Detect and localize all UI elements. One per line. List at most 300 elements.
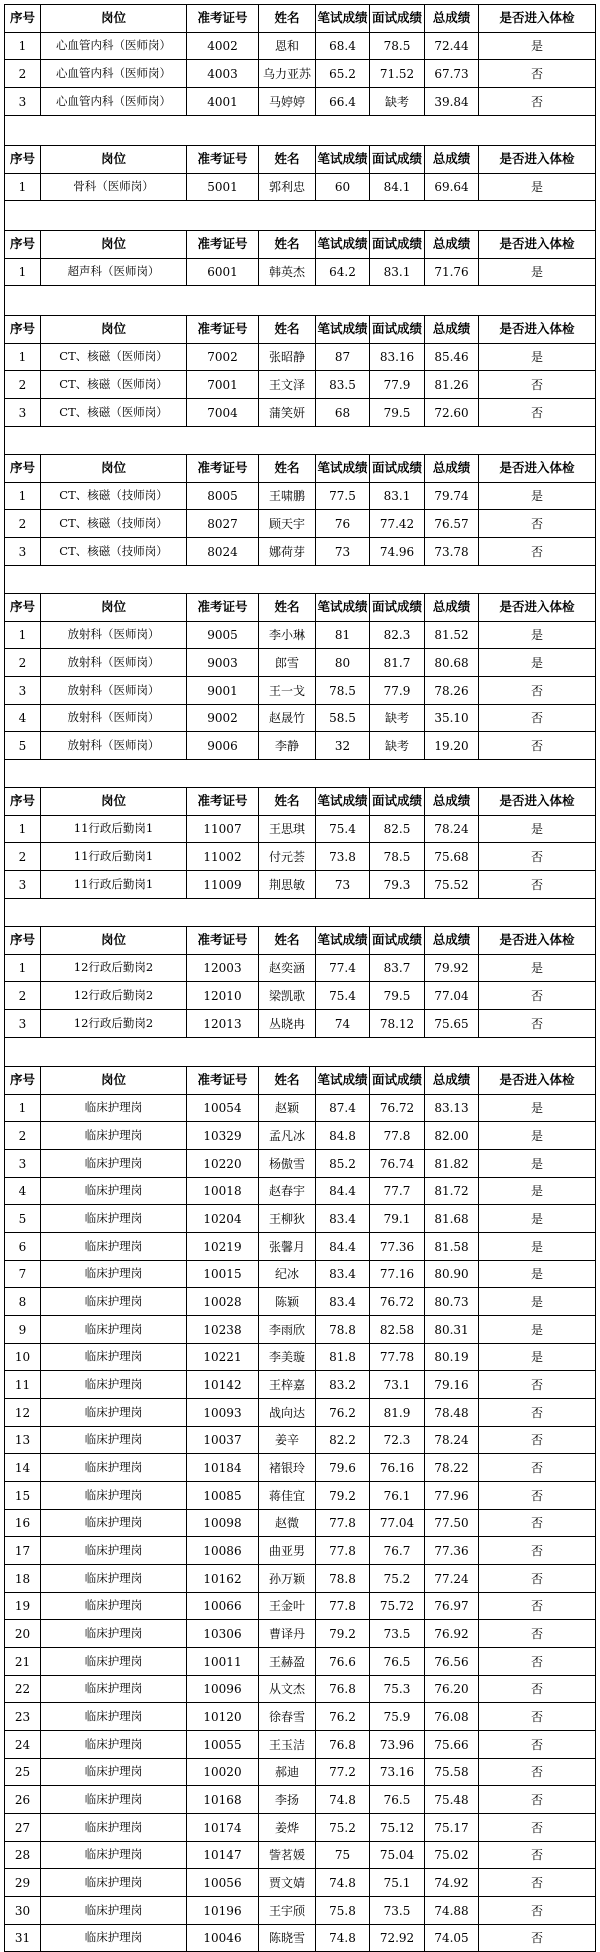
header-name: 姓名 (274, 151, 300, 167)
cell-interview-score: 71.52 (379, 66, 415, 81)
cell-name: 从文杰 (268, 1682, 305, 1696)
table-column-rule (595, 787, 596, 899)
cell-seq: 22 (14, 1682, 31, 1696)
header-name: 姓名 (274, 599, 300, 615)
cell-seq: 1 (18, 489, 27, 503)
cell-name: 荆思敏 (268, 877, 305, 892)
table-column-rule (595, 454, 596, 566)
cell-post: 临床护理岗 (84, 1432, 143, 1447)
cell-total-score: 73.78 (434, 544, 469, 559)
cell-interview-score: 75.2 (383, 1571, 411, 1586)
cell-written-score: 76 (334, 516, 351, 531)
cell-physical-exam: 否 (530, 544, 543, 559)
cell-interview-score: 83.1 (383, 489, 411, 503)
header-seq: 序号 (9, 599, 35, 615)
header-post: 岗位 (100, 599, 126, 615)
header-total-score: 总成绩 (432, 321, 471, 337)
header-physical-exam: 是否进入体检 (499, 599, 575, 615)
cell-name: 付元荟 (268, 849, 305, 864)
cell-total-score: 77.24 (434, 1571, 469, 1586)
header-physical-exam: 是否进入体检 (499, 236, 575, 252)
cell-physical-exam: 是 (530, 489, 543, 503)
cell-post: 放射科（医师岗） (67, 654, 160, 669)
cell-interview-score: 79.5 (383, 988, 411, 1003)
cell-written-score: 85.2 (329, 1156, 356, 1171)
cell-physical-exam: 否 (530, 405, 543, 420)
cell-exam-no: 9002 (207, 711, 238, 725)
cell-post: CT、核磁（医师岗） (59, 376, 168, 391)
header-exam-no: 准考证号 (197, 321, 248, 337)
cell-physical-exam: 否 (530, 94, 543, 109)
header-exam-no: 准考证号 (197, 793, 248, 809)
cell-post: 临床护理岗 (84, 1847, 143, 1862)
cell-seq: 2 (18, 655, 27, 670)
cell-name: 陈颖 (274, 1294, 299, 1309)
cell-total-score: 78.48 (434, 1405, 469, 1420)
cell-post: 临床护理岗 (84, 1376, 143, 1391)
cell-total-score: 76.97 (434, 1599, 469, 1613)
spacer-border (4, 757, 5, 788)
cell-name: 郭利忠 (268, 180, 305, 194)
cell-interview-score: 75.04 (379, 1848, 415, 1862)
cell-post: 临床护理岗 (84, 1874, 143, 1889)
cell-interview-score: 78.12 (379, 1016, 415, 1031)
cell-seq: 31 (14, 1931, 31, 1945)
cell-written-score: 74 (334, 1016, 351, 1031)
cell-written-score: 82.2 (329, 1433, 356, 1447)
cell-written-score: 80 (334, 655, 351, 670)
cell-name: 赵晟竹 (268, 711, 305, 725)
table-column-rule (595, 926, 596, 1038)
cell-total-score: 76.56 (434, 1654, 469, 1669)
cell-total-score: 77.36 (434, 1543, 469, 1558)
cell-total-score: 78.24 (434, 1433, 469, 1447)
cell-written-score: 84.4 (329, 1184, 356, 1198)
cell-written-score: 74.8 (329, 1931, 356, 1945)
cell-name: 恩和 (274, 39, 299, 53)
cell-post: 临床护理岗 (84, 1764, 143, 1779)
cell-exam-no: 9005 (207, 628, 238, 642)
cell-exam-no: 10066 (203, 1599, 242, 1613)
cell-physical-exam: 否 (530, 1599, 543, 1613)
cell-physical-exam: 否 (530, 1460, 543, 1475)
cell-total-score: 77.04 (434, 988, 469, 1003)
cell-physical-exam: 否 (530, 1433, 543, 1447)
cell-written-score: 79.2 (329, 1488, 356, 1503)
cell-physical-exam: 否 (530, 1875, 543, 1890)
cell-interview-score: 75.12 (379, 1820, 415, 1835)
cell-post: 临床护理岗 (84, 1653, 143, 1668)
spacer-border (595, 115, 596, 146)
cell-exam-no: 10306 (203, 1626, 242, 1641)
cell-physical-exam: 否 (530, 1543, 543, 1558)
cell-interview-score: 73.96 (379, 1737, 415, 1752)
cell-seq: 29 (14, 1875, 31, 1890)
cell-exam-no: 11007 (203, 822, 242, 836)
cell-exam-no: 10085 (203, 1488, 242, 1503)
table-column-rule (595, 145, 596, 201)
cell-total-score: 75.17 (434, 1820, 469, 1835)
cell-physical-exam: 是 (530, 265, 543, 279)
cell-post: 临床护理岗 (84, 1570, 143, 1585)
cell-seq: 7 (18, 1267, 27, 1281)
cell-interview-score: 77.36 (379, 1239, 415, 1254)
header-written-score: 笔试成绩 (317, 1072, 368, 1088)
cell-physical-exam: 是 (530, 1239, 543, 1254)
cell-name: 曹译丹 (268, 1626, 305, 1641)
cell-post: 临床护理岗 (84, 1819, 143, 1834)
cell-seq: 19 (14, 1599, 31, 1613)
cell-total-score: 35.10 (434, 711, 469, 725)
header-written-score: 笔试成绩 (317, 793, 368, 809)
cell-exam-no: 9006 (207, 738, 238, 753)
cell-name: 王柳狄 (268, 1211, 305, 1226)
cell-post: 临床护理岗 (84, 1902, 143, 1917)
cell-name: 马婷婷 (268, 94, 305, 109)
cell-name: 蒲笑妍 (268, 405, 305, 420)
cell-interview-score: 73.16 (379, 1765, 415, 1779)
cell-physical-exam: 否 (530, 1820, 543, 1835)
cell-physical-exam: 否 (530, 1792, 543, 1807)
cell-total-score: 80.73 (434, 1294, 469, 1309)
cell-written-score: 81 (334, 628, 351, 642)
cell-total-score: 74.92 (434, 1875, 469, 1890)
table-rule (4, 898, 596, 899)
header-interview-score: 面试成绩 (371, 460, 422, 476)
table-column-rule (595, 1066, 596, 1952)
cell-written-score: 75.8 (329, 1903, 356, 1918)
cell-exam-no: 10204 (203, 1211, 242, 1226)
cell-name: 赵颖 (274, 1101, 299, 1115)
cell-name: 曲亚男 (268, 1543, 305, 1558)
cell-written-score: 76.8 (329, 1737, 356, 1752)
cell-seq: 2 (18, 849, 27, 864)
cell-exam-no: 10093 (203, 1405, 242, 1420)
cell-physical-exam: 否 (530, 377, 543, 392)
cell-physical-exam: 是 (530, 1211, 543, 1226)
cell-post: 临床护理岗 (84, 1404, 143, 1419)
header-written-score: 笔试成绩 (317, 10, 368, 26)
header-seq: 序号 (9, 321, 35, 337)
header-name: 姓名 (274, 10, 300, 26)
cell-interview-score: 76.1 (383, 1488, 411, 1503)
cell-written-score: 73.8 (329, 849, 356, 864)
cell-interview-score: 75.3 (383, 1682, 411, 1696)
cell-written-score: 79.2 (329, 1626, 356, 1641)
header-physical-exam: 是否进入体检 (499, 1072, 575, 1088)
cell-physical-exam: 是 (530, 655, 543, 670)
cell-post: 临床护理岗 (84, 1598, 143, 1613)
cell-seq: 2 (18, 516, 27, 531)
cell-name: 顾天宇 (268, 516, 305, 531)
cell-total-score: 75.66 (434, 1737, 469, 1752)
cell-interview-score: 81.7 (383, 655, 411, 670)
cell-total-score: 81.52 (434, 628, 469, 642)
cell-post: 12行政后勤岗2 (73, 987, 154, 1002)
cell-physical-exam: 否 (530, 711, 543, 725)
cell-seq: 3 (18, 1016, 27, 1031)
cell-post: 临床护理岗 (84, 1349, 143, 1364)
cell-seq: 20 (14, 1626, 31, 1641)
header-seq: 序号 (9, 1072, 35, 1088)
header-written-score: 笔试成绩 (317, 151, 368, 167)
cell-seq: 6 (18, 1239, 27, 1254)
cell-seq: 27 (14, 1820, 31, 1835)
header-physical-exam: 是否进入体检 (499, 932, 575, 948)
spacer-border (4, 1035, 5, 1067)
table-rule (4, 200, 596, 201)
cell-written-score: 64.2 (329, 265, 356, 279)
cell-exam-no: 10147 (203, 1848, 242, 1862)
cell-seq: 1 (18, 265, 27, 279)
cell-written-score: 78.8 (329, 1322, 356, 1337)
header-name: 姓名 (274, 321, 300, 337)
spacer-border (4, 896, 5, 927)
cell-post: 临床护理岗 (84, 1266, 143, 1281)
cell-post: 超声科（医师岗） (67, 264, 160, 279)
header-name: 姓名 (274, 1072, 300, 1088)
cell-seq: 24 (14, 1737, 31, 1752)
cell-exam-no: 7004 (207, 405, 238, 420)
cell-exam-no: 10196 (203, 1903, 242, 1918)
cell-exam-no: 7002 (207, 350, 238, 364)
cell-seq: 5 (18, 738, 27, 753)
cell-exam-no: 12010 (203, 988, 242, 1003)
cell-exam-no: 10011 (203, 1654, 242, 1669)
cell-total-score: 75.58 (434, 1765, 469, 1779)
cell-interview-score: 76.7 (383, 1543, 411, 1558)
cell-exam-no: 8005 (207, 489, 238, 503)
cell-total-score: 75.48 (434, 1792, 469, 1807)
cell-post: 临床护理岗 (84, 1210, 143, 1225)
cell-written-score: 74.8 (329, 1792, 356, 1807)
table-column-rule (595, 593, 596, 760)
cell-seq: 8 (18, 1294, 27, 1309)
cell-physical-exam: 是 (530, 1128, 543, 1143)
cell-physical-exam: 否 (530, 1848, 543, 1862)
spacer-border (4, 285, 5, 316)
cell-interview-score: 83.7 (383, 961, 411, 975)
cell-post: 临床护理岗 (84, 1293, 143, 1308)
table-column-rule (595, 315, 596, 427)
cell-interview-score: 78.5 (383, 849, 411, 864)
cell-name: 张昭静 (268, 350, 305, 364)
cell-interview-score: 缺考 (384, 94, 409, 109)
spacer-border (595, 1035, 596, 1067)
cell-exam-no: 10174 (203, 1820, 242, 1835)
cell-interview-score: 82.5 (383, 822, 411, 836)
header-name: 姓名 (274, 236, 300, 252)
cell-total-score: 82.00 (434, 1128, 469, 1143)
header-name: 姓名 (274, 460, 300, 476)
cell-post: 临床护理岗 (84, 1155, 143, 1170)
cell-interview-score: 84.1 (383, 180, 411, 194)
spacer-border (595, 200, 596, 231)
cell-written-score: 74.8 (329, 1875, 356, 1890)
cell-written-score: 78.5 (329, 683, 356, 698)
cell-name: 贾文婧 (268, 1875, 305, 1890)
cell-exam-no: 9001 (207, 683, 238, 698)
cell-interview-score: 77.9 (383, 683, 411, 698)
cell-total-score: 75.65 (434, 1016, 469, 1031)
header-written-score: 笔试成绩 (317, 321, 368, 337)
cell-seq: 25 (14, 1765, 31, 1779)
header-total-score: 总成绩 (432, 1072, 471, 1088)
cell-physical-exam: 否 (530, 1737, 543, 1752)
cell-exam-no: 12003 (203, 961, 242, 975)
cell-post: 临床护理岗 (84, 1127, 143, 1142)
cell-total-score: 79.74 (434, 489, 469, 503)
spacer-border (595, 896, 596, 927)
spacer-border (4, 115, 5, 146)
cell-interview-score: 76.16 (379, 1460, 415, 1475)
cell-name: 李静 (274, 738, 299, 753)
header-written-score: 笔试成绩 (317, 932, 368, 948)
cell-written-score: 76.2 (329, 1405, 356, 1420)
header-interview-score: 面试成绩 (371, 793, 422, 809)
cell-total-score: 79.92 (434, 961, 469, 975)
cell-post: 临床护理岗 (84, 1515, 143, 1530)
cell-exam-no: 7001 (207, 377, 238, 392)
header-written-score: 笔试成绩 (317, 236, 368, 252)
cell-physical-exam: 是 (530, 628, 543, 642)
cell-name: 姜辛 (274, 1433, 299, 1447)
cell-physical-exam: 是 (530, 350, 543, 364)
cell-total-score: 80.31 (434, 1322, 469, 1337)
cell-exam-no: 10098 (203, 1516, 242, 1530)
header-physical-exam: 是否进入体检 (499, 321, 575, 337)
cell-name: 王啸鹏 (268, 489, 305, 503)
cell-seq: 1 (18, 961, 27, 975)
cell-name: 赵奕涵 (268, 961, 305, 975)
cell-post: 心血管内科（医师岗） (56, 93, 171, 108)
header-seq: 序号 (9, 10, 35, 26)
header-total-score: 总成绩 (432, 10, 471, 26)
cell-written-score: 68.4 (329, 39, 356, 53)
cell-name: 孟凡冰 (268, 1128, 305, 1143)
cell-seq: 23 (14, 1709, 31, 1724)
cell-interview-score: 76.5 (383, 1654, 411, 1669)
cell-name: 王金叶 (268, 1599, 305, 1613)
cell-post: 临床护理岗 (84, 1681, 143, 1696)
cell-written-score: 75.4 (329, 988, 356, 1003)
cell-physical-exam: 否 (530, 1405, 543, 1420)
header-post: 岗位 (100, 793, 126, 809)
cell-interview-score: 72.92 (379, 1931, 415, 1945)
cell-written-score: 76.8 (329, 1682, 356, 1696)
header-physical-exam: 是否进入体检 (499, 460, 575, 476)
cell-exam-no: 11002 (203, 849, 242, 864)
cell-interview-score: 77.16 (379, 1267, 415, 1281)
cell-physical-exam: 否 (530, 66, 543, 81)
cell-name: 王一戈 (268, 683, 305, 698)
header-post: 岗位 (100, 1072, 126, 1088)
cell-exam-no: 10238 (203, 1322, 242, 1337)
cell-name: 王赫盈 (268, 1654, 305, 1669)
cell-total-score: 80.19 (434, 1350, 469, 1364)
header-exam-no: 准考证号 (197, 10, 248, 26)
table-rule (4, 115, 596, 116)
cell-seq: 13 (14, 1433, 31, 1447)
cell-interview-score: 74.96 (379, 544, 415, 559)
cell-total-score: 75.02 (434, 1848, 469, 1862)
cell-interview-score: 77.78 (379, 1350, 415, 1364)
cell-name: 李雨欣 (268, 1322, 305, 1337)
cell-seq: 11 (14, 1377, 31, 1392)
header-seq: 序号 (9, 151, 35, 167)
cell-physical-exam: 是 (530, 1156, 543, 1171)
cell-interview-score: 77.7 (383, 1184, 411, 1198)
cell-post: 临床护理岗 (84, 1791, 143, 1806)
spacer-border (595, 424, 596, 455)
header-seq: 序号 (9, 793, 35, 809)
cell-total-score: 76.57 (434, 516, 469, 531)
cell-exam-no: 10046 (203, 1931, 242, 1945)
cell-physical-exam: 是 (530, 1350, 543, 1364)
cell-interview-score: 76.72 (379, 1101, 415, 1115)
cell-interview-score: 77.04 (379, 1516, 415, 1530)
header-exam-no: 准考证号 (197, 460, 248, 476)
cell-exam-no: 8027 (207, 516, 238, 531)
cell-written-score: 76.6 (329, 1654, 356, 1669)
cell-written-score: 77.8 (329, 1543, 356, 1558)
header-exam-no: 准考证号 (197, 151, 248, 167)
cell-post: 临床护理岗 (84, 1238, 143, 1253)
cell-total-score: 78.26 (434, 683, 469, 698)
cell-exam-no: 10184 (203, 1460, 242, 1475)
cell-seq: 10 (14, 1350, 31, 1364)
spacer-border (4, 563, 5, 594)
table-rule (4, 285, 596, 286)
cell-exam-no: 10220 (203, 1156, 242, 1171)
cell-seq: 5 (18, 1211, 27, 1226)
header-seq: 序号 (9, 932, 35, 948)
cell-seq: 28 (14, 1848, 31, 1862)
cell-seq: 15 (14, 1488, 31, 1503)
cell-seq: 30 (14, 1903, 31, 1918)
cell-interview-score: 77.42 (379, 516, 415, 531)
cell-post: 放射科（医师岗） (67, 737, 160, 752)
header-physical-exam: 是否进入体检 (499, 151, 575, 167)
cell-total-score: 76.08 (434, 1709, 469, 1724)
cell-physical-exam: 否 (530, 1488, 543, 1503)
cell-written-score: 75.4 (329, 822, 356, 836)
cell-name: 郎雪 (274, 655, 299, 670)
cell-total-score: 85.46 (434, 350, 469, 364)
cell-interview-score: 75.1 (383, 1875, 411, 1890)
cell-post: CT、核磁（医师岗） (59, 349, 168, 364)
cell-total-score: 77.96 (434, 1488, 469, 1503)
cell-total-score: 80.90 (434, 1267, 469, 1281)
cell-exam-no: 10329 (203, 1128, 242, 1143)
header-total-score: 总成绩 (432, 236, 471, 252)
cell-seq: 1 (18, 628, 27, 642)
header-interview-score: 面试成绩 (371, 932, 422, 948)
cell-interview-score: 缺考 (384, 711, 409, 725)
cell-post: 临床护理岗 (84, 1930, 143, 1945)
header-exam-no: 准考证号 (197, 236, 248, 252)
cell-physical-exam: 是 (530, 1101, 543, 1115)
cell-interview-score: 78.5 (383, 39, 411, 53)
cell-written-score: 77.2 (329, 1765, 356, 1779)
cell-physical-exam: 是 (530, 1184, 543, 1198)
cell-interview-score: 82.3 (383, 628, 411, 642)
cell-seq: 17 (14, 1543, 31, 1558)
cell-written-score: 83.4 (329, 1211, 356, 1226)
cell-post: 骨科（医师岗） (73, 179, 154, 194)
cell-total-score: 81.68 (434, 1211, 469, 1226)
cell-total-score: 39.84 (434, 94, 469, 109)
